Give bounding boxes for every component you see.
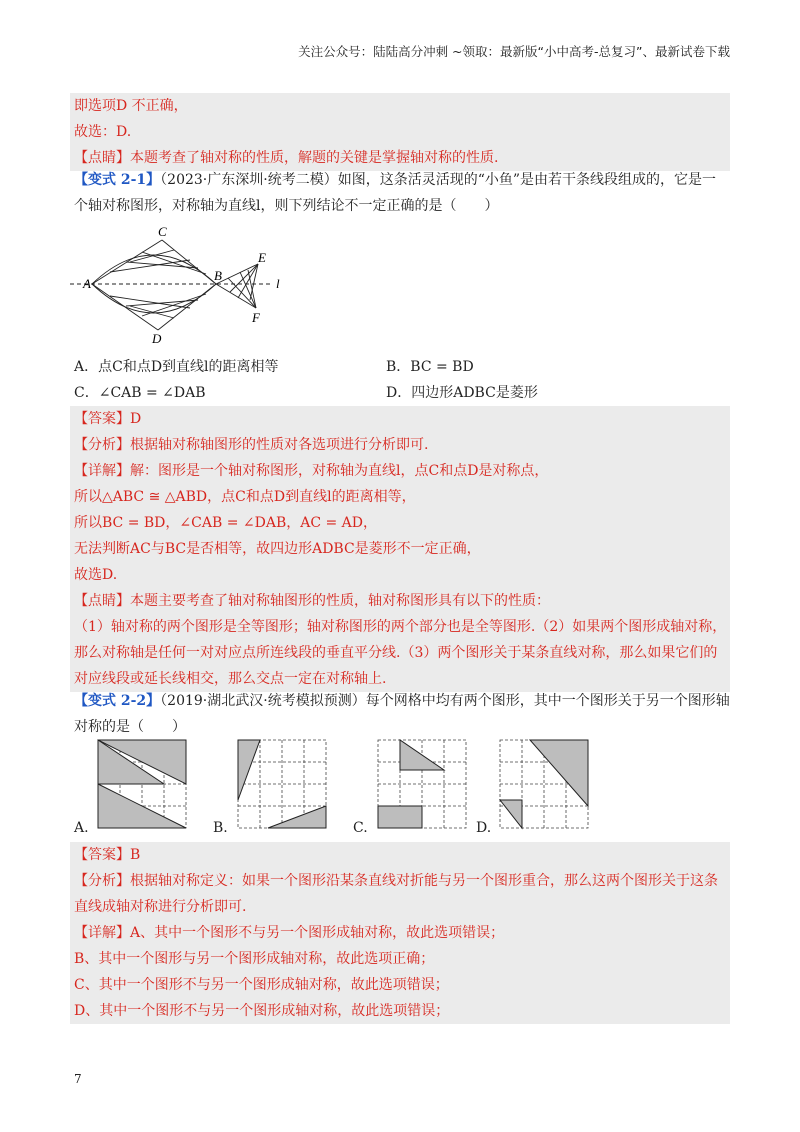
q21-option-d: D．四边形ADBC是菱形 xyxy=(386,385,538,401)
grid-figures xyxy=(70,736,610,836)
q21-option-a: A．点C和点D到直线l的距离相等 xyxy=(74,359,279,375)
detail-text: 解：图形是一个轴对称图形，对称轴为直线l，点C和点D是对称点， xyxy=(130,463,549,479)
q21-detail-2: 所以△ABC ≅ △ABD，点C和点D到直线l的距离相等， xyxy=(74,489,416,505)
prev-line-2: 故选：D. xyxy=(74,124,132,140)
prev-line-1: 即选项D 不正确， xyxy=(74,98,188,114)
q21-note-3: 那么对称轴是任何一对对应点所连线段的垂直平分线.（3）两个图形关于某条直线对称，那么如果它们的 xyxy=(74,645,718,661)
q22-detail-3: C、其中一个图形不与另一个图形成轴对称，故此选项错误； xyxy=(74,977,449,993)
label-F: F xyxy=(252,310,260,325)
label-C: C xyxy=(158,224,167,239)
label-l: l xyxy=(276,276,280,291)
q22-stem-2: 对称的是（ ） xyxy=(74,719,186,735)
detail-text: A、其中一个图形不与另一个图形成轴对称，故此选项错误； xyxy=(130,925,505,941)
grid-label-b: B. xyxy=(213,820,228,836)
q21-line-1 xyxy=(74,167,716,193)
analysis-text: 根据轴对称轴图形的性质对各选项进行分析即可. xyxy=(130,437,429,453)
detail-tag: 【详解】 xyxy=(74,463,130,479)
q22-tag: 【变式 2-2】 xyxy=(74,693,161,709)
q21-note-2: （1）轴对称的两个图形是全等图形；轴对称图形的两个部分也是全等图形.（2）如果两个图形成轴对称， xyxy=(74,619,727,635)
q21-detail-3: 所以BC = BD，∠CAB = ∠DAB，AC = AD， xyxy=(74,515,378,531)
q22-stem-1: （2019·湖北武汉·统考模拟预测）每个网格中均有两个图形，其中一个图形关于另一个图形轴 xyxy=(160,693,730,709)
q21-solution-block xyxy=(70,406,730,692)
answer-tag: 【答案】 xyxy=(74,847,130,863)
q21-stem-2: 个轴对称图形，对称轴为直线l，则下列结论不一定正确的是（ ） xyxy=(74,198,499,214)
analysis-text: 根据轴对称定义：如果一个图形沿某条直线对折能与另一个图形重合，那么这两个图形关于这条 xyxy=(130,873,718,889)
q22-analysis-2: 直线成轴对称进行分析即可. xyxy=(74,899,247,915)
q21-stem-1: （2023·广东深圳·统考二模）如图，这条活灵活现的“小鱼”是由若干条线段组成的，它是一 xyxy=(160,172,717,188)
q21-answer xyxy=(70,406,730,432)
q21-detail-4: 无法判断AC与BC是否相等，故四边形ADBC是菱形不一定正确， xyxy=(74,541,481,557)
q21-option-b: B．BC = BD xyxy=(386,359,474,375)
page-header: 关注公众号：陆陆高分冲刺 ~领取：最新版“小中高考-总复习”、最新试卷下载 xyxy=(298,44,730,59)
q22-detail-1 xyxy=(70,920,730,946)
note-tag: 【点睛】 xyxy=(74,150,130,166)
answer-value: B xyxy=(130,847,141,863)
grid-figure-b xyxy=(238,740,326,828)
grid-label-c: C. xyxy=(353,820,368,836)
q22-answer xyxy=(70,842,730,868)
q21-analysis xyxy=(70,432,730,458)
q21-detail-1 xyxy=(70,458,730,484)
grid-figure-d xyxy=(500,740,588,828)
label-B: B xyxy=(214,268,222,283)
label-D: D xyxy=(152,331,162,346)
grid-figure-c xyxy=(378,740,466,828)
analysis-tag: 【分析】 xyxy=(74,873,130,889)
grid-figure-a xyxy=(98,740,186,828)
q22-line-1 xyxy=(74,688,730,714)
page-number: 7 xyxy=(74,1072,82,1086)
note-tag: 【点睛】 xyxy=(74,593,130,609)
q21-tag: 【变式 2-1】 xyxy=(74,172,161,188)
answer-value: D xyxy=(130,411,142,427)
q21-detail-5: 故选D. xyxy=(74,567,118,583)
label-E: E xyxy=(258,250,266,265)
q22-detail-4: D、其中一个图形不与另一个图形成轴对称，故此选项错误； xyxy=(74,1003,450,1019)
fish-figure xyxy=(70,222,300,350)
q21-option-c: C．∠CAB = ∠DAB xyxy=(74,385,206,401)
detail-tag: 【详解】 xyxy=(74,925,130,941)
q21-note xyxy=(70,588,730,614)
previous-solution-block xyxy=(70,93,730,171)
q22-solution-block xyxy=(70,842,730,1024)
q21-note-4: 对应线段或延长线相交，那么交点一定在对称轴上. xyxy=(74,671,387,687)
label-A: A xyxy=(83,276,91,291)
q22-analysis xyxy=(70,868,730,894)
q22-detail-2: B、其中一个图形与另一个图形成轴对称，故此选项正确； xyxy=(74,951,435,967)
analysis-tag: 【分析】 xyxy=(74,437,130,453)
grid-label-d: D. xyxy=(476,820,492,836)
answer-tag: 【答案】 xyxy=(74,411,130,427)
grid-label-a: A. xyxy=(74,820,89,836)
note-text: 本题考查了轴对称的性质，解题的关键是掌握轴对称的性质. xyxy=(130,150,499,166)
note-text: 本题主要考查了轴对称轴图形的性质，轴对称图形具有以下的性质： xyxy=(130,593,550,609)
